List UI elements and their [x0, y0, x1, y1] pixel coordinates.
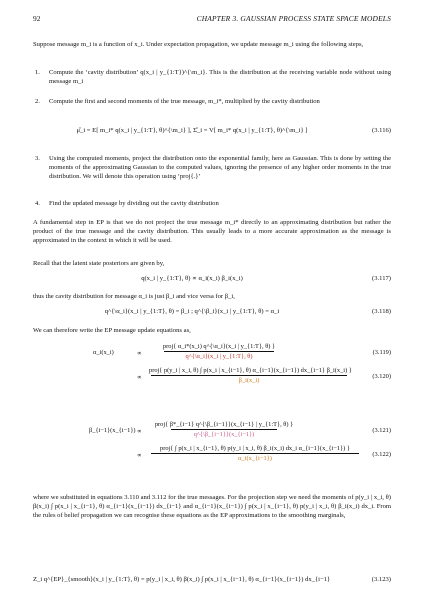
- step-number: 4.: [35, 200, 40, 207]
- equation-expression: Z_i q^{EP}_{smooth}(x_i | y_{1:T}, θ) = p(y_i | x_i, θ) β(x_i) ∫ p(x_i | x_{i−1}, θ) α_{i−1}(x_{i−1}) dx_{i−1}: [33, 576, 331, 583]
- equation-lhs: α_i(x_i): [93, 349, 114, 356]
- equation-3123: [33, 574, 391, 586]
- page-header: [33, 14, 391, 24]
- intro-paragraph: Suppose message m_i is a function of x_i. Under expectation propagation, we update message m_i using the following steps,: [33, 41, 364, 48]
- fraction: [149, 420, 299, 439]
- equation-lhs: β_{i−1}(x_{i−1}): [89, 427, 136, 434]
- equation-number: (3.119): [372, 349, 391, 356]
- denominator: β_i(x_i): [238, 377, 260, 384]
- recall-paragraph: Recall that the latent state posteriors are given by,: [33, 260, 165, 267]
- equation-3119: [33, 342, 391, 364]
- denominator: q^{\β_{i−1}}(x_{i−1}): [193, 431, 255, 438]
- step-2: [35, 97, 391, 106]
- equation-3121: [33, 420, 391, 442]
- equation-number: (3.120): [372, 373, 391, 380]
- page-number: 92: [33, 14, 41, 23]
- equation-3117: [33, 273, 391, 285]
- equation-number: (3.118): [372, 308, 391, 315]
- fraction: [149, 342, 289, 361]
- proportional-sign: ∝: [137, 350, 142, 357]
- where-paragraph: where we substituted in equations 3.110 and 3.112 for the true messages. For the projection step we need the moments of p(y_i | x_i, θ) β(x_i) ∫ p(x_i | x_{i−1}, θ) α_{i−1}(x_{i−1}) dx_{i−1} and α_{i−1}(x_{i−1}) ∫ p(x_i | x_{i−1}, θ) p(y_i | x_i, θ) β_i(x_i) dx_i. From the rules of belief propagation we can recognise these equations as the EP approximations to the smoothing marginals,: [33, 494, 391, 520]
- fraction: [149, 366, 352, 385]
- denominator: α_i(x_{i−1}): [238, 455, 272, 462]
- equation-3120: [33, 366, 391, 388]
- step-text: Compute the first and second moments of the true message, m_i*, multiplied by the cavity distribution: [49, 98, 320, 105]
- equation-number: (3.116): [372, 127, 391, 134]
- equation-3122: [33, 444, 391, 466]
- equation-expression: q^{\α_i}(x_i | y_{1:T}, θ) = β_i ; q^{\β_i}(x_i | y_{1:T}, θ) = α_i: [104, 308, 280, 315]
- numerator: proj{ α_i*(x_i) q^{\α_i}(x_i | y_{1:T}, θ) }: [162, 343, 276, 350]
- proportional-sign: ∝: [137, 452, 142, 459]
- step-text: Compute the ‘cavity distribution’ q(x_i | y_{1:T})^{\m_i}. This is the distribution at the receiving variable node without using message m_i: [49, 69, 391, 86]
- equation-3118: [33, 306, 391, 318]
- equation-expression: μ̂_i = E[ m_i* q(x_i | y_{1:T}, θ)^{\m_i} ], Σ̂_i = V[ m_i* q(x_i | y_{1:T}, θ)^{\m_i} ]: [76, 127, 308, 134]
- numerator: proj{ β*_{i−1} q^{\β_{i−1}}(x_{i−1} | y_{1:T}, θ) }: [154, 421, 294, 428]
- therefore-paragraph: We can therefore write the EP message update equations as,: [33, 327, 191, 334]
- equation-number: (3.117): [372, 275, 391, 282]
- equation-expression: q(x_i | y_{1:T}, θ) ∝ α_i(x_i) β_i(x_i): [141, 275, 243, 282]
- proportional-sign: ∝: [137, 374, 142, 381]
- step-3: [35, 154, 391, 182]
- cavity-paragraph: thus the cavity distribution for message α_i is just β_i and vice versa for β_i,: [33, 293, 235, 300]
- fraction: [149, 444, 361, 463]
- equation-number: (3.121): [372, 427, 391, 434]
- step-1: [35, 68, 391, 86]
- equation-3116: [33, 125, 391, 137]
- numerator: proj{ ∫ p(x_i | x_{i−1}, θ) p(y_i | x_i, θ) β_i(x_i) dx_i α_{i−1}(x_{i−1}) }: [160, 445, 350, 452]
- numerator: proj{ p(y_i | x_i, θ) ∫ p(x_i | x_{i−1}, θ) α_{i−1}(x_{i−1}) dx_{i−1} β_i(x_i) }: [149, 367, 352, 374]
- step-number: 1.: [35, 69, 40, 76]
- step-4: [35, 199, 391, 208]
- proportional-sign: ∝: [137, 428, 142, 435]
- ep-paragraph: A fundamental step in EP is that we do not project the true message m_i* directly to an approximating distribution but rather the product of the true message and the cavity distribution. This usually leads to a more accurate approximation as the message is approximated in the context in which it will be used.: [33, 219, 391, 245]
- equation-number: (3.122): [372, 451, 391, 458]
- step-number: 2.: [35, 98, 40, 105]
- chapter-title: CHAPTER 3. GAUSSIAN PROCESS STATE SPACE MODELS: [196, 14, 391, 23]
- equation-number: (3.123): [371, 576, 391, 583]
- step-text: Using the computed moments, project the distribution onto the exponential family, here as Gaussian. This is done by setting the moments of the approximating Gaussian to the computed values, ignoring the presence of any higher order moments in the true distribution. We will denote this operation using ‘proj{.}’: [49, 155, 391, 181]
- step-text: Find the updated message by dividing out the cavity distribution: [49, 200, 219, 207]
- step-number: 3.: [35, 155, 40, 162]
- denominator: q^{\α_i}(x_i | y_{1:T}, θ): [185, 353, 253, 360]
